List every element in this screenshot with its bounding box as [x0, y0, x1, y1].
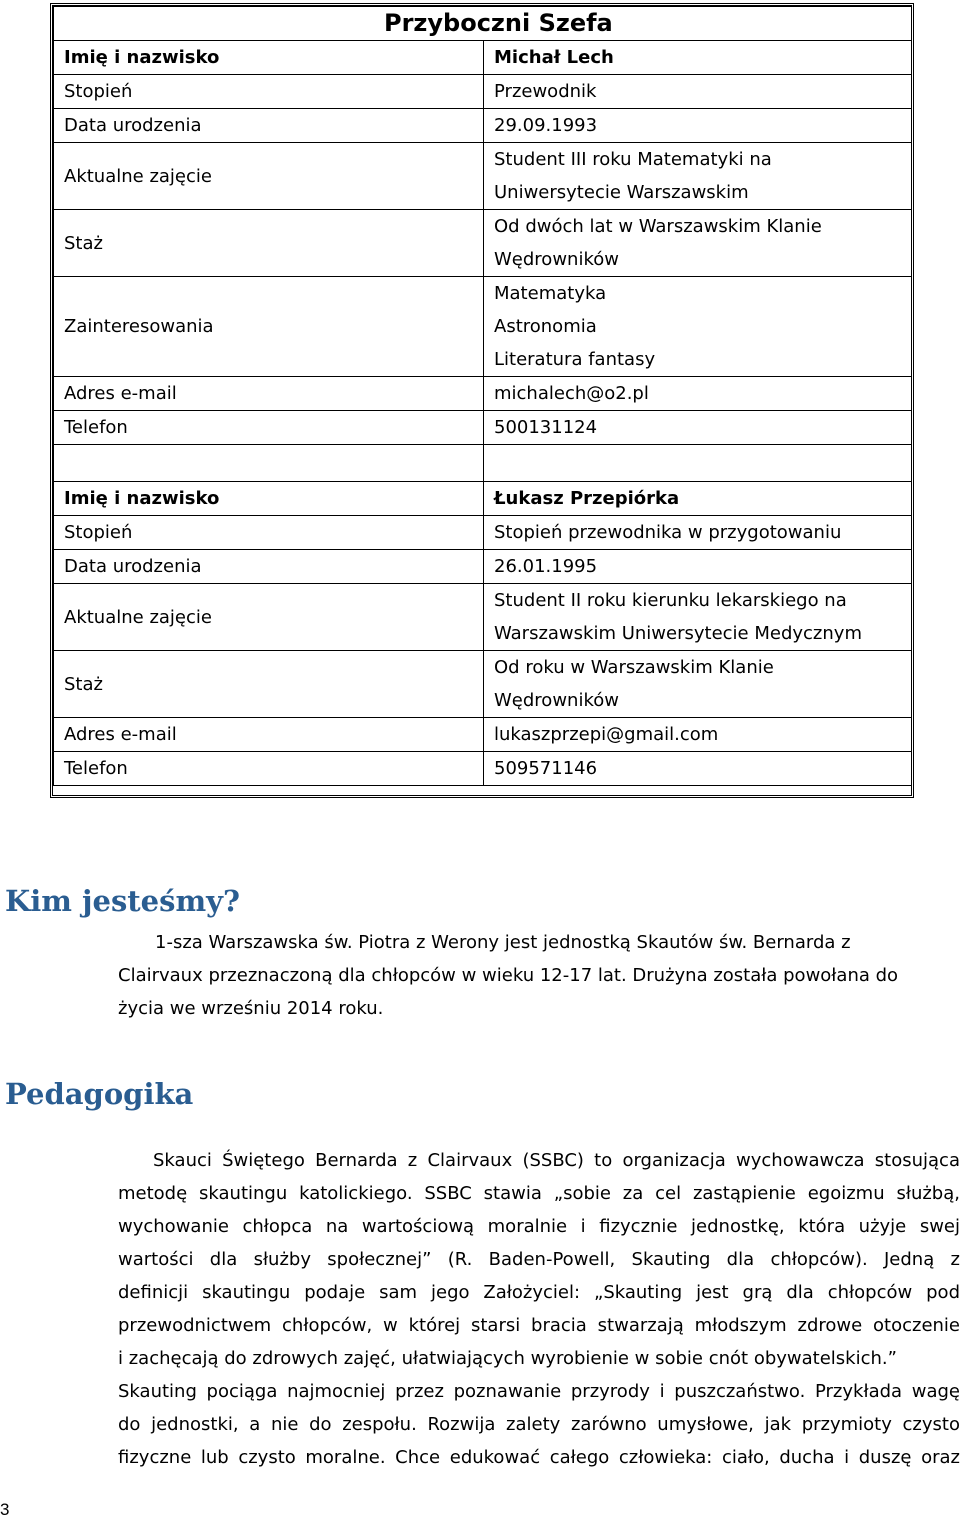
occupation-value	[484, 584, 912, 651]
paragraph-line: życia we wrześniu 2014 roku.	[118, 998, 384, 1019]
paragraph-line: Skauci Świętego Bernarda z Clairvaux (SSBC) to organizacja wychowawcza stosująca	[153, 1150, 960, 1171]
name-value: Michał Lech	[484, 41, 912, 75]
seniority-line: Wędrowników	[494, 249, 619, 270]
table-row	[54, 143, 912, 210]
interests-value	[484, 277, 912, 377]
occupation-line: Student II roku kierunku lekarskiego na	[494, 590, 847, 611]
seniority-label: Staż	[54, 651, 484, 718]
table-title: Przyboczni Szefa	[54, 7, 912, 41]
table-row	[54, 75, 912, 109]
table-row	[54, 411, 912, 445]
interest-item: Matematyka	[494, 283, 607, 304]
dob-value: 26.01.1995	[484, 550, 912, 584]
staff-table	[53, 6, 912, 786]
rank-value: Stopień przewodnika w przygotowaniu	[484, 516, 912, 550]
dob-label: Data urodzenia	[54, 550, 484, 584]
occupation-line: Uniwersytecie Warszawskim	[494, 182, 749, 203]
empty-cell	[484, 445, 912, 482]
email-value: michalech@o2.pl	[484, 377, 912, 411]
paragraph-line: Clairvaux przeznaczoną dla chłopców w wieku 12-17 lat. Drużyna została powołana do	[118, 965, 899, 986]
dob-label: Data urodzenia	[54, 109, 484, 143]
paragraph-line: Skauting pociąga najmocniej przez poznawanie przyrody i puszczaństwo. Przykłada wagę	[118, 1381, 960, 1402]
occupation-line: Warszawskim Uniwersytecie Medycznym	[494, 623, 862, 644]
rank-label: Stopień	[54, 516, 484, 550]
table-row	[54, 482, 912, 516]
phone-label: Telefon	[54, 411, 484, 445]
section2-paragraph	[118, 1144, 960, 1474]
seniority-line: Od roku w Warszawskim Klanie	[494, 657, 774, 678]
seniority-value	[484, 210, 912, 277]
email-label: Adres e-mail	[54, 718, 484, 752]
name-label: Imię i nazwisko	[54, 482, 484, 516]
rank-label: Stopień	[54, 75, 484, 109]
interest-item: Literatura fantasy	[494, 349, 656, 370]
occupation-value	[484, 143, 912, 210]
page-number: 3	[0, 1500, 10, 1519]
seniority-label: Staż	[54, 210, 484, 277]
section-heading-pedagogika: Pedagogika	[5, 1077, 194, 1111]
interests-label: Zainteresowania	[54, 277, 484, 377]
email-value: lukaszprzepi@gmail.com	[484, 718, 912, 752]
occupation-label: Aktualne zajęcie	[54, 143, 484, 210]
name-label: Imię i nazwisko	[54, 41, 484, 75]
paragraph-line: fizyczne lub czysto moralne. Chce edukować całego człowieka: ciało, ducha i duszę oraz	[118, 1447, 960, 1468]
table-row	[54, 550, 912, 584]
table-row	[54, 109, 912, 143]
occupation-line: Student III roku Matematyki na	[494, 149, 772, 170]
phone-label: Telefon	[54, 752, 484, 786]
seniority-line: Od dwóch lat w Warszawskim Klanie	[494, 216, 822, 237]
table-row	[54, 752, 912, 786]
email-label: Adres e-mail	[54, 377, 484, 411]
name-value: Łukasz Przepiórka	[484, 482, 912, 516]
paragraph-line: definicji skautingu podaje sam jego Założyciel: „Skauting jest grą dla chłopców pod	[118, 1282, 960, 1303]
seniority-line: Wędrowników	[494, 690, 619, 711]
table-row	[54, 651, 912, 718]
paragraph-line: wychowanie chłopca na wartościową moralnie i fizycznie jednostkę, która użyje swej	[118, 1216, 960, 1237]
table-title-row	[54, 7, 912, 41]
section1-paragraph	[118, 926, 960, 1025]
table-row	[54, 516, 912, 550]
seniority-value	[484, 651, 912, 718]
paragraph-line: i zachęcają do zdrowych zajęć, ułatwiających wyrobienie w sobie cnót obywatelskich.”	[118, 1348, 897, 1369]
section-heading-kim-jestesmy: Kim jesteśmy?	[5, 884, 240, 918]
paragraph-line: przewodnictwem chłopców, w której starsi bracia stwarzają młodszym zdrowe otoczenie	[118, 1315, 960, 1336]
table-row	[54, 377, 912, 411]
table-row	[54, 718, 912, 752]
table-row	[54, 41, 912, 75]
dob-value: 29.09.1993	[484, 109, 912, 143]
occupation-label: Aktualne zajęcie	[54, 584, 484, 651]
interest-item: Astronomia	[494, 316, 597, 337]
paragraph-line: metodę skautingu katolickiego. SSBC stawia „sobie za cel zastąpienie egoizmu służbą,	[118, 1183, 960, 1204]
spacer-row	[54, 445, 912, 482]
paragraph-line: 1-sza Warszawska św. Piotra z Werony jest jednostką Skautów św. Bernarda z	[155, 932, 851, 953]
empty-cell	[54, 445, 484, 482]
table-row	[54, 584, 912, 651]
rank-value: Przewodnik	[484, 75, 912, 109]
paragraph-line: do jednostki, a nie do zespołu. Rozwija zalety zarówno umysłowe, jak przymioty czysto	[118, 1414, 960, 1435]
table-row	[54, 277, 912, 377]
table-row	[54, 210, 912, 277]
paragraph-line: wartości dla służby społecznej” (R. Baden-Powell, Skauting dla chłopców). Jedną z	[118, 1249, 960, 1270]
phone-value: 509571146	[484, 752, 912, 786]
phone-value: 500131124	[484, 411, 912, 445]
